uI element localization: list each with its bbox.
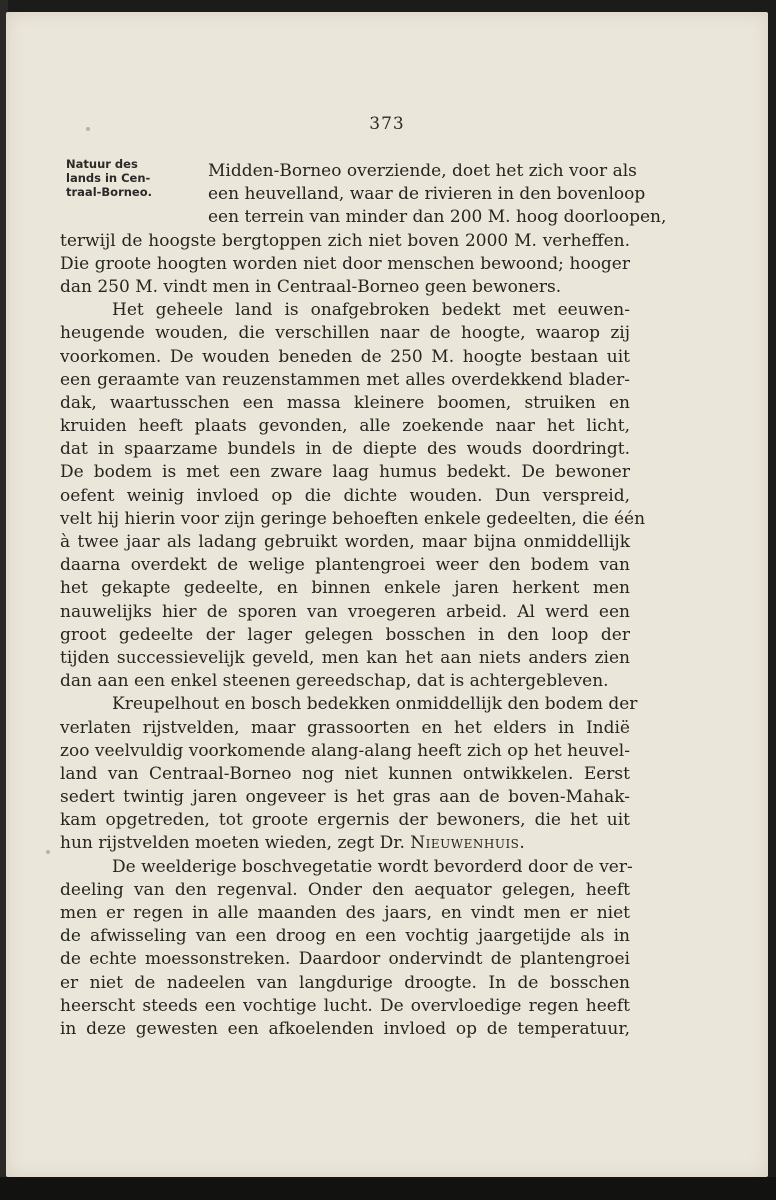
text-line: in deze gewesten een afkoelenden invloed op de temperatuur, bbox=[60, 1018, 630, 1039]
paragraph-3 bbox=[60, 693, 638, 855]
text-line: voorkomen. De wouden beneden de 250 M. hoogte bestaan uit bbox=[60, 346, 630, 367]
scan-background bbox=[0, 1177, 776, 1200]
text-line: sedert twintig jaren ongeveer is het gras aan de boven-Mahak- bbox=[60, 787, 630, 808]
text-line: oefent weinig invloed op die dichte wouden. Dun verspreid, bbox=[60, 485, 630, 506]
text-line: tijden successievelijk geveld, men kan het aan niets anders zien bbox=[60, 647, 630, 668]
text-line: nauwelijks hier de sporen van vroegeren arbeid. Al werd een bbox=[60, 601, 630, 622]
text-line: velt hij hierin voor zijn geringe behoeften enkele gedeelten, die één bbox=[60, 508, 646, 529]
text-line: dat in spaarzame bundels in de diepte des wouds doordringt. bbox=[60, 439, 630, 460]
text-line: kruiden heeft plaats gevonden, alle zoekende naar het licht, bbox=[60, 416, 630, 437]
text-line: dak, waartusschen een massa kleinere boomen, struiken en bbox=[60, 392, 630, 413]
marginal-note-line: lands in Cen- bbox=[66, 171, 151, 185]
text-line-suffix: . bbox=[519, 833, 525, 854]
paper-speck bbox=[86, 127, 90, 131]
author-name: Nieuwenhuis bbox=[410, 833, 520, 854]
book-page bbox=[6, 12, 768, 1177]
text-line: Midden-Borneo overziende, doet het zich voor als bbox=[208, 161, 637, 181]
text-line bbox=[60, 832, 630, 855]
body-text bbox=[60, 160, 667, 1041]
text-line: De bodem is met een zware laag humus bedekt. De bewoner bbox=[60, 462, 630, 483]
marginal-note-line: traal-Borneo. bbox=[66, 185, 152, 199]
text-line: Het geheele land is onafgebroken bedekt met eeuwen- bbox=[112, 300, 630, 321]
text-line: land van Centraal-Borneo nog niet kunnen ontwikkelen. Eerst bbox=[60, 763, 630, 784]
marginal-note-line: Natuur des bbox=[66, 157, 138, 171]
text-line: dan 250 M. vindt men in Centraal-Borneo geen bewoners. bbox=[60, 276, 562, 297]
text-line: de afwisseling van een droog en een vochtig jaargetijde als in bbox=[60, 926, 630, 947]
text-line-prefix: hun rijstvelden moeten wieden, zegt Dr. bbox=[60, 833, 411, 854]
text-line: er niet de nadeelen van langdurige droogte. In de bosschen bbox=[60, 972, 630, 993]
text-line: groot gedeelte der lager gelegen bosschen in den loop der bbox=[60, 624, 630, 645]
page-number: 373 bbox=[369, 114, 405, 134]
paragraph-4 bbox=[60, 856, 633, 1042]
text-line: à twee jaar als ladang gebruikt worden, maar bijna onmiddellijk bbox=[60, 532, 630, 552]
text-line: een geraamte van reuzenstammen met alles overdekkend blader- bbox=[60, 369, 630, 390]
text-line: Die groote hoogten worden niet door menschen bewoond; hooger bbox=[60, 253, 630, 274]
paragraph-1 bbox=[60, 160, 667, 299]
text-line: heugende wouden, die verschillen naar de hoogte, waarop zij bbox=[60, 323, 630, 344]
text-line: men er regen in alle maanden des jaars, en vindt men er niet bbox=[60, 903, 630, 923]
text-line: terwijl de hoogste bergtoppen zich niet boven 2000 M. verheffen. bbox=[60, 230, 630, 251]
text-line: kam opgetreden, tot groote ergernis der bewoners, die het uit bbox=[60, 810, 630, 831]
text-line: een terrein van minder dan 200 M. hoog doorloopen, bbox=[208, 207, 667, 228]
text-line: zoo veelvuldig voorkomende alang-alang heeft zich op het heuvel- bbox=[60, 740, 630, 761]
text-line: Kreupelhout en bosch bedekken onmiddellijk den bodem der bbox=[112, 694, 638, 715]
text-line: een heuvelland, waar de rivieren in den bovenloop bbox=[208, 184, 646, 205]
text-line: verlaten rijstvelden, maar grassoorten en het elders in Indië bbox=[60, 717, 630, 738]
text-line: dan aan een enkel steenen gereedschap, dat is achtergebleven. bbox=[60, 671, 609, 692]
paragraph-2 bbox=[60, 299, 646, 693]
text-line: de echte moessonstreken. Daardoor ondervindt de plantengroei bbox=[60, 949, 630, 970]
text-line: daarna overdekt de welige plantengroei weer den bodem van bbox=[60, 555, 630, 576]
text-line: het gekapte gedeelte, en binnen enkele jaren herkent men bbox=[60, 578, 630, 599]
text-line: De weelderige boschvegetatie wordt bevorderd door de ver- bbox=[112, 856, 633, 877]
paper-speck bbox=[46, 850, 50, 854]
text-line: heerscht steeds een vochtige lucht. De overvloedige regen heeft bbox=[60, 995, 630, 1016]
text-line: deeling van den regenval. Onder den aequator gelegen, heeft bbox=[60, 879, 630, 900]
